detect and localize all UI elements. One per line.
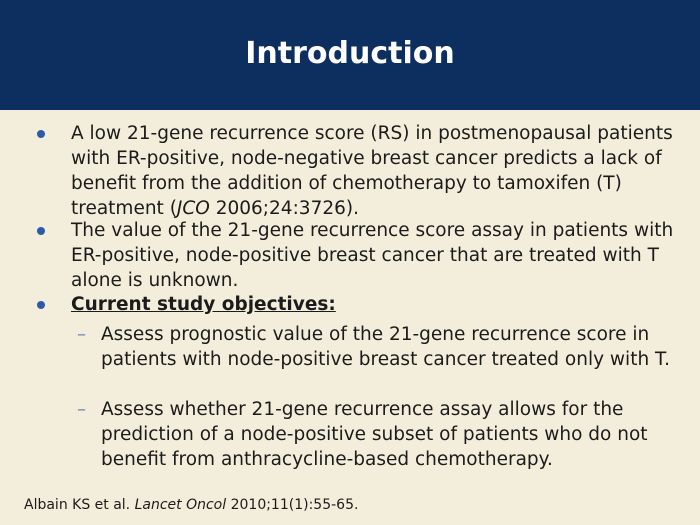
citation-authors: Albain KS et al. bbox=[24, 497, 135, 513]
slide-title: Introduction bbox=[245, 35, 455, 71]
sub-bullet-2 bbox=[77, 397, 686, 472]
bullet-dot-icon bbox=[37, 130, 45, 138]
bullet-dot-icon bbox=[37, 227, 45, 235]
citation-footer bbox=[24, 497, 358, 513]
objectives-heading: Current study objectives: bbox=[71, 294, 336, 315]
citation-journal: Lancet Oncol bbox=[134, 497, 227, 513]
bullet-2 bbox=[71, 218, 683, 293]
bullet-1-citation: 2006;24:3726). bbox=[209, 198, 359, 219]
sub-bullet-1-text: Assess prognostic value of the 21-gene recurrence score in patients with node-positive breast cancer treated only with T. bbox=[101, 324, 671, 370]
title-bar bbox=[0, 0, 700, 110]
sub-bullet-1 bbox=[77, 322, 686, 372]
citation-details: 2010;11(1):55-65. bbox=[226, 497, 359, 513]
dash-icon: – bbox=[77, 324, 86, 345]
bullet-dot-icon bbox=[37, 301, 45, 309]
bullet-2-text: The value of the 21-gene recurrence score assay in patients with ER-positive, node-positive breast cancer that are treated with T alone is unknown. bbox=[71, 220, 674, 291]
bullet-1 bbox=[71, 121, 683, 221]
bullet-1-journal: JCO bbox=[176, 198, 210, 219]
bullet-1-text: A low 21-gene recurrence score (RS) in postmenopausal patients with ER-positive, node-negative breast cancer predicts a lack of benefit from the addition of chemotherapy to tamoxifen (T) treatment ( bbox=[71, 123, 673, 219]
dash-icon: – bbox=[77, 399, 86, 420]
bullet-3 bbox=[71, 292, 683, 317]
sub-bullet-2-text: Assess whether 21-gene recurrence assay allows for the prediction of a node-positive subset of patients who do not benefit from anthracycline-based chemotherapy. bbox=[101, 399, 648, 470]
